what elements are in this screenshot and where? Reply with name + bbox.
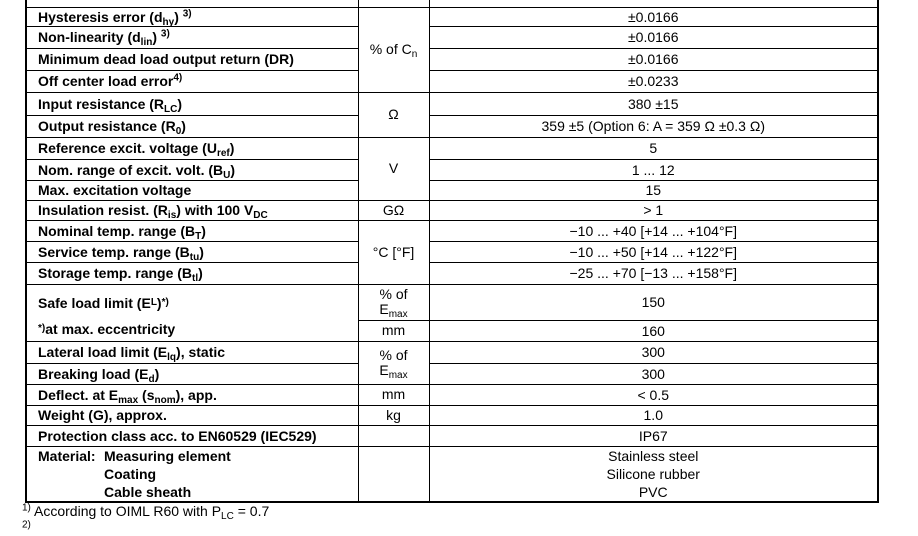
- value-line: Stainless steel: [608, 447, 699, 464]
- unit-cell: mm: [358, 384, 429, 405]
- unit-cell: % of $C_n$: [358, 7, 429, 92]
- value-cell: [429, 446, 878, 502]
- table-row: [26, 115, 878, 137]
- parameter-cell: Non-linearity $(d_{lin})$ $^{3)}$: [26, 26, 358, 48]
- footnote-2-partial: 2): [22, 519, 31, 531]
- parameter-cell: [26, 0, 358, 7]
- parameter-label: *) at max. eccentricity: [38, 321, 176, 337]
- value-cell: 359 ±5 (Option 6: A = 359 Ω ±0.3 Ω): [429, 115, 878, 137]
- value-cell: −10 ... +40 [+14 ... +104°F]: [429, 220, 878, 241]
- value-cell: [429, 0, 878, 7]
- unit-cell: [358, 425, 429, 446]
- value-cell: 1.0: [429, 405, 878, 425]
- table-row: [26, 425, 878, 446]
- parameter-cell: Lateral load limit $(E_{lq})$, static: [26, 341, 358, 363]
- value-cell: IP67: [429, 425, 878, 446]
- value-cell: > 1: [429, 200, 878, 220]
- table-row: [26, 262, 878, 284]
- table-row: [26, 284, 878, 320]
- value-line: PVC: [638, 483, 668, 500]
- material-prefix: Material:: [38, 447, 96, 464]
- parameter-cell: [26, 446, 358, 502]
- table-row: [26, 48, 878, 70]
- parameter-cell: Hysteresis error $(d_{hy})$ $^{3)}$: [26, 7, 358, 26]
- table-row: [26, 341, 878, 363]
- specification-table-body: [26, 0, 878, 502]
- table-row: [26, 7, 878, 26]
- value-cell: 380 ±15: [429, 92, 878, 115]
- value-cell: ±0.0233: [429, 70, 878, 92]
- value-cell: ±0.0166: [429, 48, 878, 70]
- table-row: [26, 384, 878, 405]
- table-row: [26, 26, 878, 48]
- material-item: Cable sheath: [104, 483, 192, 500]
- parameter-cell: [26, 284, 358, 341]
- unit-cell: °C [°F]: [358, 220, 429, 284]
- parameter-cell: Output resistance $(R_0)$: [26, 115, 358, 137]
- unit-cell: [358, 0, 429, 7]
- parameter-cell: Reference excit. voltage $(U_{ref})$: [26, 137, 358, 159]
- unit-cell: kg: [358, 405, 429, 425]
- table-row: [26, 241, 878, 262]
- table-row: [26, 180, 878, 200]
- value-cell: 15: [429, 180, 878, 200]
- unit-cell: V: [358, 137, 429, 200]
- unit-cell: Ω: [358, 92, 429, 137]
- table-row: [26, 92, 878, 115]
- material-item: Coating: [104, 465, 157, 482]
- value-cell: 160: [429, 320, 878, 341]
- value-cell: 5: [429, 137, 878, 159]
- material-items: [104, 447, 231, 501]
- table-row: [26, 70, 878, 92]
- unit-cell: [358, 446, 429, 502]
- parameter-cell: Off center load error$^{4)}$: [26, 70, 358, 92]
- table-row-partial: [26, 0, 878, 7]
- value-cell: 1 ... 12: [429, 159, 878, 180]
- specification-table: [25, 0, 879, 503]
- parameter-cell: Nom. range of excit. volt. $(B_U)$: [26, 159, 358, 180]
- value-cell: −25 ... +70 [−13 ... +158°F]: [429, 262, 878, 284]
- parameter-cell: Max. excitation voltage: [26, 180, 358, 200]
- parameter-cell: Weight (G), approx.: [26, 405, 358, 425]
- table-row: [26, 446, 878, 502]
- parameter-cell: Nominal temp. range $(B_T)$: [26, 220, 358, 241]
- unit-cell: mm: [358, 320, 429, 341]
- table-row: [26, 159, 878, 180]
- value-line: Silicone rubber: [606, 465, 700, 482]
- value-cell: −10 ... +50 [+14 ... +122°F]: [429, 241, 878, 262]
- table-row: [26, 137, 878, 159]
- unit-cell: % of $E_{max}$: [358, 284, 429, 320]
- parameter-label: Safe load limit (E L ) *): [38, 294, 169, 311]
- value-cell: 150: [429, 284, 878, 320]
- unit-cell: % of $E_{max}$: [358, 341, 429, 384]
- material-item: Measuring element: [104, 447, 231, 464]
- table-row: [26, 405, 878, 425]
- value-cell: 300: [429, 341, 878, 363]
- footnote-oiml: $^{1)}$ According to OIML R60 with $P_{LC} = 0.7$: [22, 502, 270, 522]
- parameter-cell: Service temp. range $(B_{tu})$: [26, 241, 358, 262]
- parameter-cell: Deflect. at $E_{max}$ $(s_{nom})$, app.: [26, 384, 358, 405]
- value-cell: ±0.0166: [429, 26, 878, 48]
- parameter-cell: Breaking load $(E_d)$: [26, 363, 358, 384]
- material-block: [38, 447, 352, 501]
- parameter-cell: Storage temp. range $(B_{tl})$: [26, 262, 358, 284]
- value-cell: 300: [429, 363, 878, 384]
- value-cell: ±0.0166: [429, 7, 878, 26]
- parameter-cell: Protection class acc. to EN60529 (IEC529): [26, 425, 358, 446]
- table-row: [26, 363, 878, 384]
- unit-cell: GΩ: [358, 200, 429, 220]
- table-row: [26, 220, 878, 241]
- value-cell: < 0.5: [429, 384, 878, 405]
- table-row: [26, 200, 878, 220]
- parameter-cell: Insulation resist. $(R_{is})$ with 100 $V_{DC}$: [26, 200, 358, 220]
- parameter-cell: Minimum dead load output return (DR): [26, 48, 358, 70]
- parameter-cell: Input resistance $(R_{LC})$: [26, 92, 358, 115]
